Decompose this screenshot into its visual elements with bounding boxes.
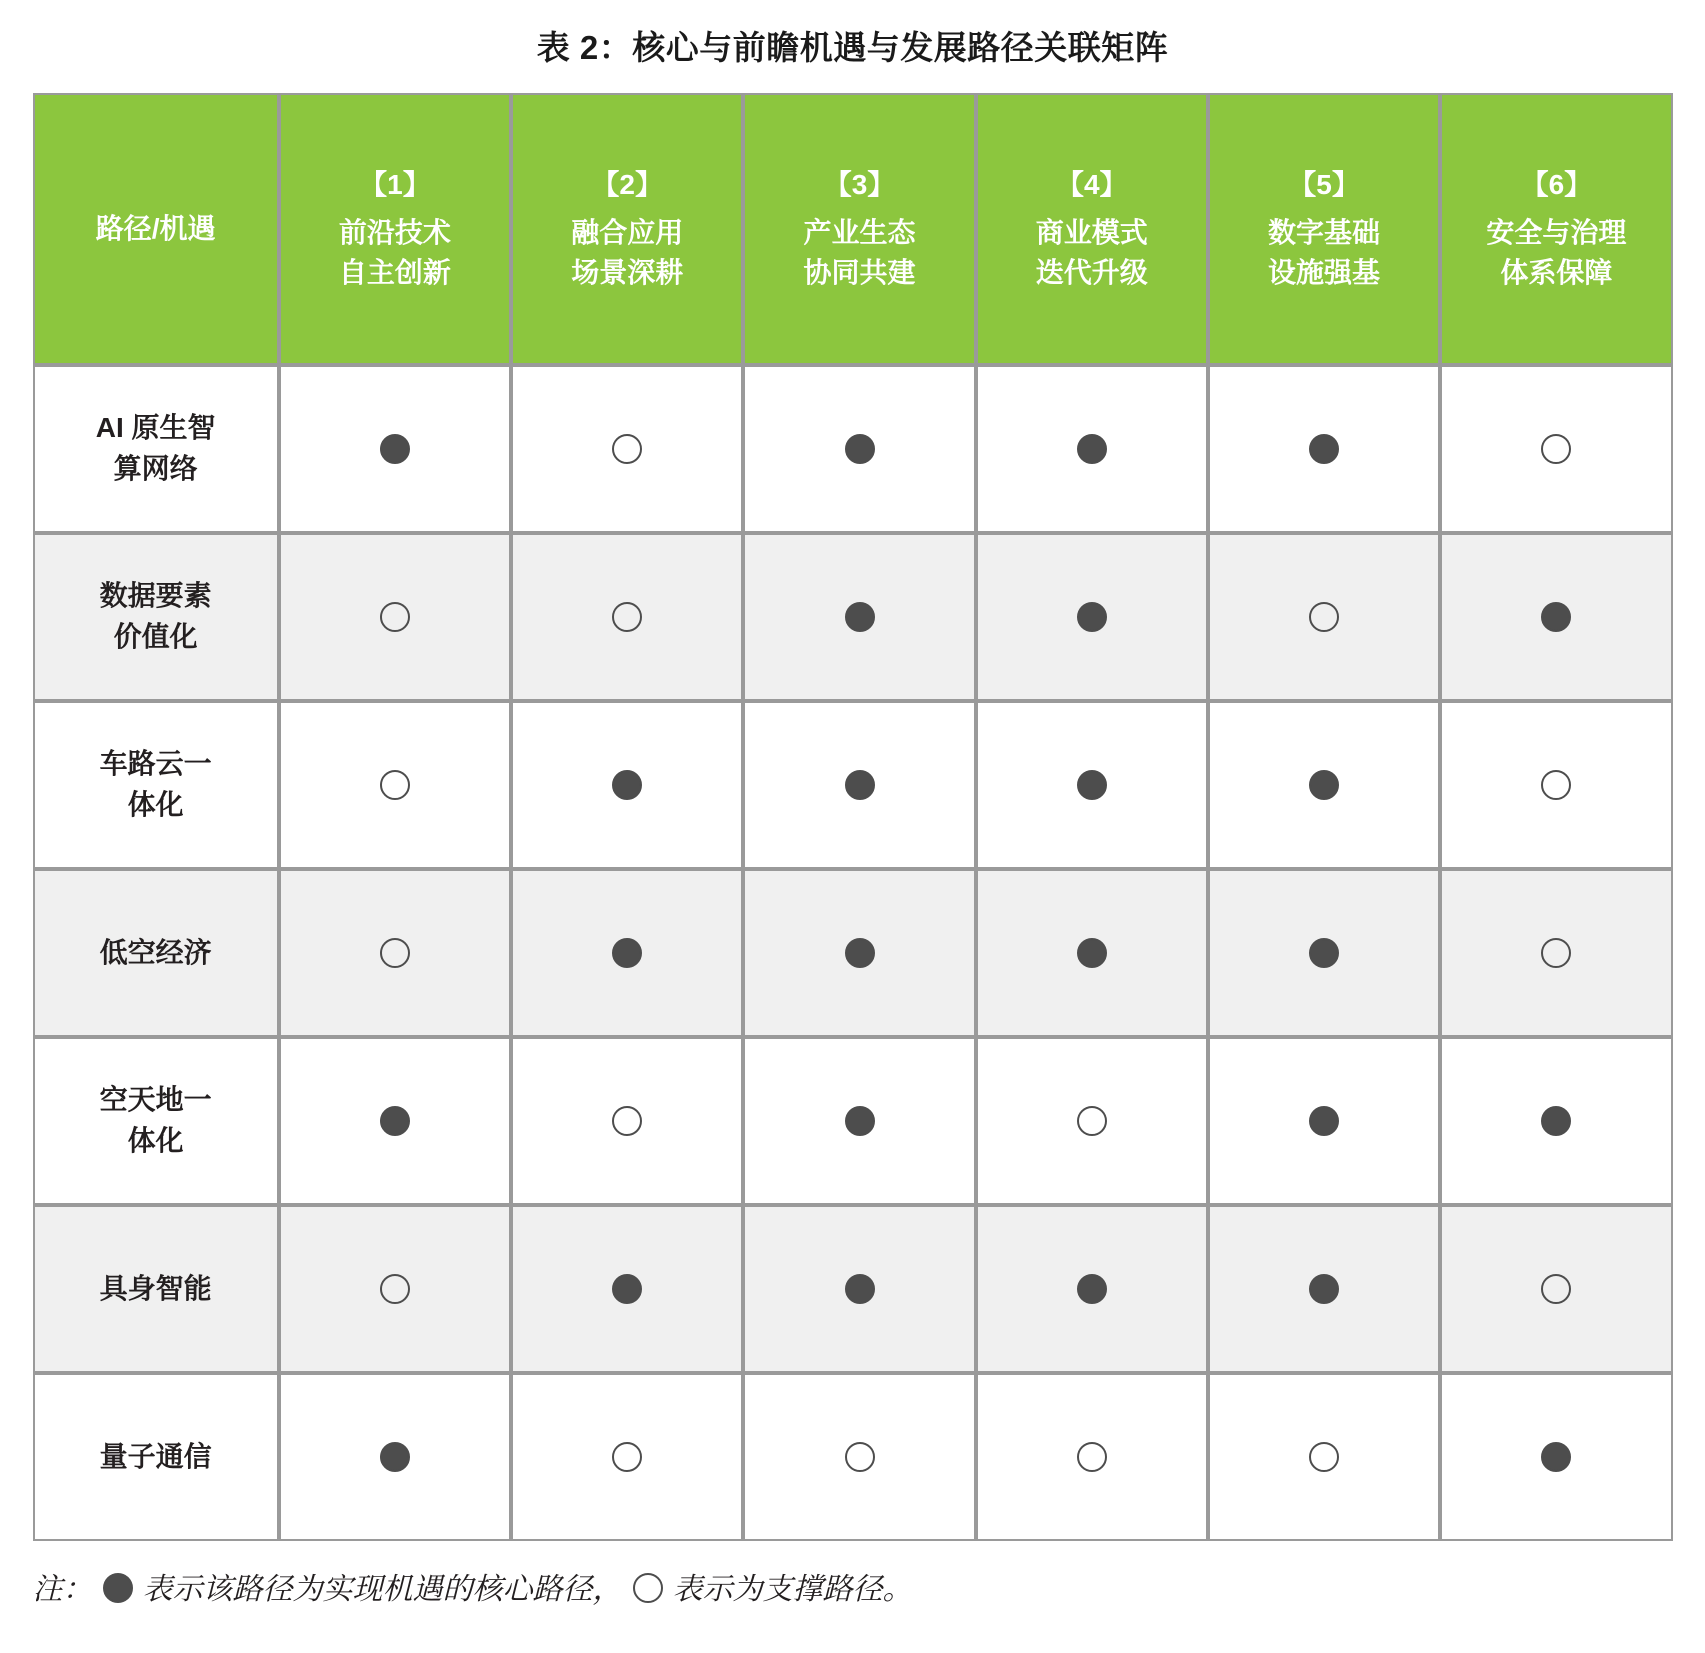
header-col-1 — [279, 93, 511, 365]
row-label-2: 数据要素 价值化 — [33, 533, 279, 701]
mark-r2c4 — [1077, 602, 1107, 632]
cell-r7c3 — [743, 1373, 975, 1541]
mark-r1c4 — [1077, 434, 1107, 464]
header-row — [33, 93, 1673, 365]
note-suffix: 表示为支撑路径。 — [672, 1573, 913, 1606]
cell-r6c4 — [976, 1205, 1208, 1373]
cell-r7c2 — [511, 1373, 743, 1541]
header-col-2-label: 融合应用 场景深耕 — [571, 217, 684, 288]
table-row — [33, 869, 1673, 1037]
mark-r1c5 — [1309, 434, 1339, 464]
cell-r1c6 — [1440, 365, 1672, 533]
mark-r7c1 — [380, 1442, 410, 1472]
header-col-5-index: 【5】 — [1288, 169, 1360, 201]
mark-r3c6 — [1541, 770, 1571, 800]
cell-r5c3 — [743, 1037, 975, 1205]
cell-r7c1 — [279, 1373, 511, 1541]
header-col-3-index: 【3】 — [823, 169, 896, 201]
cell-r3c6 — [1440, 701, 1672, 869]
cell-r6c1 — [279, 1205, 511, 1373]
mark-r6c5 — [1309, 1274, 1339, 1304]
opportunity-path-matrix-table — [33, 93, 1673, 1541]
header-col-4 — [976, 93, 1208, 365]
mark-r7c4 — [1077, 1442, 1107, 1472]
header-col-3-label: 产业生态 协同共建 — [803, 217, 916, 288]
note-prefix: 注： — [32, 1573, 93, 1606]
row-label-3: 车路云一 体化 — [33, 701, 279, 869]
header-col-1-label: 前沿技术 自主创新 — [338, 217, 451, 288]
header-col-4-label: 商业模式 迭代升级 — [1035, 217, 1148, 288]
table-row — [33, 1037, 1673, 1205]
row-label-7: 量子通信 — [33, 1373, 279, 1541]
mark-r5c3 — [845, 1106, 875, 1136]
cell-r3c5 — [1208, 701, 1440, 869]
table-header — [33, 93, 1673, 365]
mark-r1c3 — [845, 434, 875, 464]
mark-r7c6 — [1541, 1442, 1571, 1472]
row-label-4: 低空经济 — [33, 869, 279, 1037]
cell-r7c6 — [1440, 1373, 1672, 1541]
cell-r4c1 — [279, 869, 511, 1037]
cell-r5c1 — [279, 1037, 511, 1205]
cell-r6c2 — [511, 1205, 743, 1373]
mark-r3c1 — [380, 770, 410, 800]
mark-r4c2 — [612, 938, 642, 968]
table-body — [33, 365, 1673, 1541]
mark-r4c3 — [845, 938, 875, 968]
cell-r5c4 — [976, 1037, 1208, 1205]
header-col-5-label: 数字基础 设施强基 — [1268, 217, 1381, 288]
cell-r2c5 — [1208, 533, 1440, 701]
row-label-6: 具身智能 — [33, 1205, 279, 1373]
cell-r4c5 — [1208, 869, 1440, 1037]
header-col-4-index: 【4】 — [1055, 169, 1128, 201]
cell-r3c4 — [976, 701, 1208, 869]
header-col-2-index: 【2】 — [591, 169, 663, 201]
cell-r2c2 — [511, 533, 743, 701]
cell-r5c6 — [1440, 1037, 1672, 1205]
filled-circle-icon — [103, 1573, 133, 1603]
cell-r5c2 — [511, 1037, 743, 1205]
note-middle: 表示该路径为实现机遇的核心路径， — [142, 1573, 623, 1606]
mark-r3c4 — [1077, 770, 1107, 800]
cell-r1c1 — [279, 365, 511, 533]
mark-r3c3 — [845, 770, 875, 800]
table-title: 表 2：核心与前瞻机遇与发展路径关联矩阵 — [536, 29, 1169, 66]
mark-r4c5 — [1309, 938, 1339, 968]
mark-r4c6 — [1541, 938, 1571, 968]
cell-r4c2 — [511, 869, 743, 1037]
mark-r5c1 — [380, 1106, 410, 1136]
mark-r6c1 — [380, 1274, 410, 1304]
mark-r1c6 — [1541, 434, 1571, 464]
table-legend-note — [33, 1569, 1673, 1611]
table-row — [33, 533, 1673, 701]
mark-r6c3 — [845, 1274, 875, 1304]
cell-r1c3 — [743, 365, 975, 533]
header-col-6-index: 【6】 — [1520, 169, 1593, 201]
cell-r4c4 — [976, 869, 1208, 1037]
cell-r6c5 — [1208, 1205, 1440, 1373]
header-col-3 — [743, 93, 975, 365]
header-col-6 — [1440, 93, 1672, 365]
header-col-5 — [1208, 93, 1440, 365]
cell-r1c2 — [511, 365, 743, 533]
cell-r2c3 — [743, 533, 975, 701]
cell-r2c6 — [1440, 533, 1672, 701]
mark-r5c4 — [1077, 1106, 1107, 1136]
header-col-1-index: 【1】 — [359, 169, 431, 201]
header-col-6-label: 安全与治理 体系保障 — [1486, 217, 1627, 288]
cell-r4c3 — [743, 869, 975, 1037]
row-label-1: AI 原生智 算网络 — [33, 365, 279, 533]
cell-r4c6 — [1440, 869, 1672, 1037]
cell-r3c3 — [743, 701, 975, 869]
header-corner-cell: 路径/机遇 — [33, 93, 279, 365]
mark-r2c6 — [1541, 602, 1571, 632]
mark-r5c5 — [1309, 1106, 1339, 1136]
mark-r2c3 — [845, 602, 875, 632]
mark-r6c2 — [612, 1274, 642, 1304]
table-row — [33, 701, 1673, 869]
cell-r6c6 — [1440, 1205, 1672, 1373]
cell-r2c4 — [976, 533, 1208, 701]
mark-r2c2 — [612, 602, 642, 632]
mark-r6c4 — [1077, 1274, 1107, 1304]
mark-r4c1 — [380, 938, 410, 968]
cell-r6c3 — [743, 1205, 975, 1373]
mark-r6c6 — [1541, 1274, 1571, 1304]
mark-r7c5 — [1309, 1442, 1339, 1472]
table-row — [33, 1205, 1673, 1373]
cell-r3c1 — [279, 701, 511, 869]
cell-r1c5 — [1208, 365, 1440, 533]
mark-r3c2 — [612, 770, 642, 800]
mark-r4c4 — [1077, 938, 1107, 968]
mark-r7c3 — [845, 1442, 875, 1472]
mark-r3c5 — [1309, 770, 1339, 800]
mark-r7c2 — [612, 1442, 642, 1472]
row-label-5: 空天地一 体化 — [33, 1037, 279, 1205]
cell-r1c4 — [976, 365, 1208, 533]
mark-r2c1 — [380, 602, 410, 632]
table-row — [33, 365, 1673, 533]
mark-r1c1 — [380, 434, 410, 464]
mark-r1c2 — [612, 434, 642, 464]
cell-r5c5 — [1208, 1037, 1440, 1205]
table-row — [33, 1373, 1673, 1541]
cell-r3c2 — [511, 701, 743, 869]
cell-r2c1 — [279, 533, 511, 701]
header-col-2 — [511, 93, 743, 365]
mark-r2c5 — [1309, 602, 1339, 632]
hollow-circle-icon — [633, 1573, 663, 1603]
cell-r7c5 — [1208, 1373, 1440, 1541]
mark-r5c2 — [612, 1106, 642, 1136]
cell-r7c4 — [976, 1373, 1208, 1541]
mark-r5c6 — [1541, 1106, 1571, 1136]
